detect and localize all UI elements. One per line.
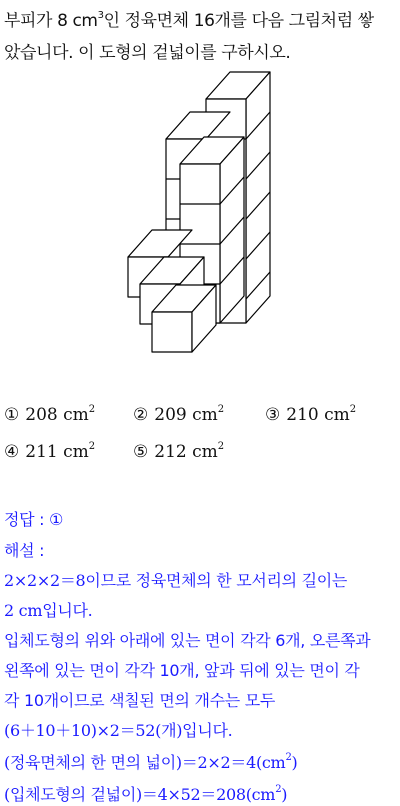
solution-line: 왼쪽에 있는 면이 각각 10개, 앞과 뒤에 있는 면이 각 (4, 661, 360, 680)
question-line-1 (4, 6, 374, 31)
solution-line: 2 cm입니다. (4, 601, 93, 620)
choice-5[interactable] (133, 441, 224, 462)
exponent: 2 (275, 784, 282, 795)
question-text: 부피가 8 cm (4, 11, 98, 31)
exponent: 2 (88, 404, 96, 415)
exponent: 2 (349, 404, 357, 415)
solution-text: ) (281, 785, 288, 804)
exponent: 2 (217, 404, 225, 415)
solution-line: 입체도형의 위와 아래에 있는 면이 각각 6개, 오른쪽과 (4, 631, 371, 650)
choice-marker: ⑤ (133, 442, 149, 462)
choice-value: 208 cm (25, 405, 89, 425)
choice-value: 211 cm (25, 442, 89, 462)
solution-text: ) (291, 753, 298, 772)
exponent: 2 (88, 441, 96, 452)
cube-face (152, 312, 192, 352)
question-text: 인 정육면체 16개를 다음 그림처럼 쌓 (103, 11, 374, 31)
choice-marker: ③ (265, 405, 281, 425)
choice-4[interactable] (4, 441, 95, 462)
choice-1[interactable] (4, 404, 95, 425)
exponent: 2 (285, 752, 292, 763)
choice-value: 209 cm (154, 405, 218, 425)
answer-line: 정답 : ① (4, 510, 64, 529)
solution-text: (정육면체의 한 면의 넓이)＝2×2＝4(cm (4, 753, 286, 772)
choice-marker: ④ (4, 442, 20, 462)
solution-text: (입체도형의 겉넓이)＝4×52＝208(cm (4, 785, 276, 804)
question-line-2: 았습니다. 이 도형의 겉넓이를 구하시오. (4, 43, 291, 63)
choice-value: 210 cm (286, 405, 350, 425)
stacked-cubes-figure (0, 64, 400, 364)
choice-2[interactable] (133, 404, 224, 425)
solution-line: 2×2×2＝8이므로 정육면체의 한 모서리의 길이는 (4, 571, 348, 590)
exponent: 2 (217, 441, 225, 452)
choice-marker: ② (133, 405, 149, 425)
choice-value: 212 cm (154, 442, 218, 462)
exponent: 3 (97, 10, 104, 21)
choice-marker: ① (4, 405, 20, 425)
solution-line (4, 782, 287, 805)
solution-line (4, 750, 297, 773)
explanation-heading: 해설 : (4, 541, 45, 560)
solution-line: (6＋10＋10)×2＝52(개)입니다. (4, 721, 233, 740)
choice-3[interactable] (265, 404, 356, 425)
solution-line: 각 10개이므로 색칠된 면의 개수는 모두 (4, 691, 276, 710)
